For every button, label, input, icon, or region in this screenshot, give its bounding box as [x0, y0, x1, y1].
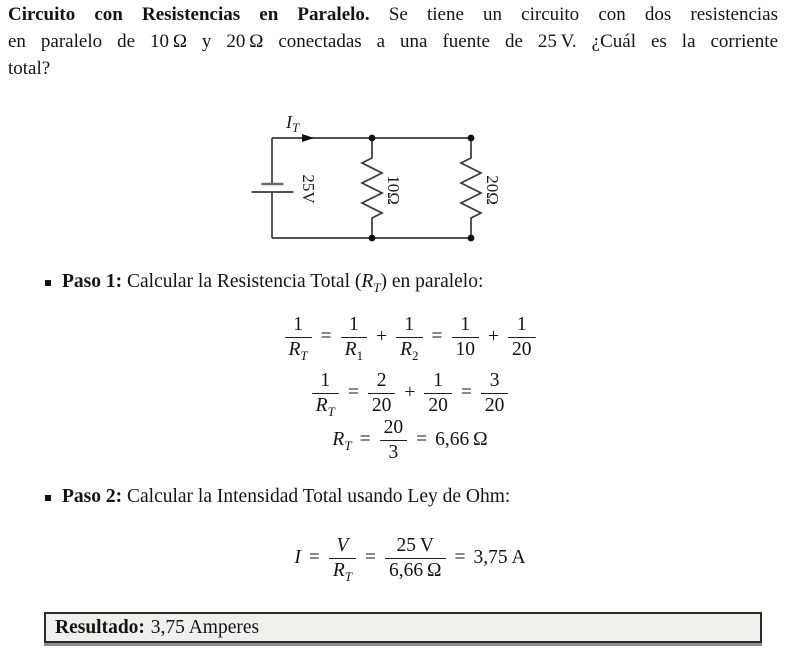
- denominator: [452, 337, 480, 362]
- math-run: [480, 326, 507, 348]
- math-text: 3: [388, 441, 399, 463]
- math-operator: =: [347, 382, 359, 403]
- math-fraction: [380, 416, 408, 465]
- current-sub: T: [292, 120, 300, 135]
- math-run: [357, 547, 384, 569]
- numerator: [341, 313, 367, 337]
- current-label: [285, 112, 300, 135]
- math-sub: T: [344, 568, 352, 584]
- math-fraction: [368, 369, 396, 418]
- math-operator: +: [488, 326, 499, 347]
- math-sub: T: [327, 403, 335, 419]
- denominator: [341, 337, 367, 362]
- math-run: [424, 326, 451, 348]
- math-text: 1: [293, 313, 303, 335]
- step-1-item: [45, 271, 483, 296]
- math-text: 20: [371, 394, 392, 416]
- math-text: 20: [428, 394, 448, 416]
- math-operator: =: [365, 547, 376, 568]
- denominator: [285, 337, 312, 362]
- numerator: [312, 369, 339, 393]
- math-run: [368, 326, 395, 348]
- statement-text-1: Se tiene un circuito con dos resistencias: [369, 4, 779, 25]
- math-operator: =: [431, 326, 443, 347]
- math-run: [389, 560, 442, 581]
- numerator: [285, 313, 312, 337]
- math-text: 2: [376, 369, 387, 391]
- math-operator: =: [460, 382, 472, 403]
- math-operator: =: [320, 326, 332, 347]
- step-2-label: Paso 2:: [62, 486, 123, 507]
- current-arrow-icon: [302, 134, 314, 142]
- math-run: [460, 314, 470, 335]
- resistor1-label: 10Ω: [384, 175, 403, 205]
- math-text: 6,66 Ω: [435, 429, 488, 450]
- resistor2-label: 20Ω: [483, 175, 502, 205]
- numerator: [452, 313, 480, 337]
- math-fraction: [285, 313, 312, 362]
- math-run: [485, 395, 505, 416]
- math-operator: =: [359, 429, 371, 450]
- numerator: [329, 534, 356, 558]
- math-text: 10: [455, 338, 475, 360]
- math-text: 1: [516, 313, 527, 335]
- bullet-square-icon: [45, 280, 51, 286]
- math-run: [315, 394, 335, 419]
- math-fraction: [385, 534, 446, 583]
- junction-dot: [468, 235, 475, 242]
- math-fraction: [424, 369, 452, 418]
- statement-line-2: en paralelo de 10 Ω y 20 Ω conectadas a una fuente de 25 V. ¿Cuál es la corriente: [8, 31, 778, 52]
- math-fraction: [481, 369, 509, 418]
- math-var: R: [344, 338, 357, 360]
- step-2-item: [45, 486, 510, 508]
- equation-3: [20, 414, 800, 466]
- denominator: [385, 558, 446, 583]
- math-run: [388, 442, 398, 463]
- step-1-post: ) en paralelo:: [380, 271, 484, 292]
- junction-dot: [369, 135, 376, 142]
- math-run: [349, 314, 359, 335]
- math-var: R: [400, 338, 412, 360]
- math-operator: =: [308, 547, 320, 568]
- math-run: [320, 370, 330, 391]
- math-text: 20: [383, 416, 404, 438]
- numerator: [385, 534, 446, 558]
- problem-title: Circuito con Resistencias en Paralelo.: [8, 4, 370, 25]
- math-run: [332, 429, 378, 451]
- math-text: 20: [484, 394, 505, 416]
- math-text: 1: [404, 313, 415, 335]
- step-1-text: [62, 271, 483, 296]
- math-var: R: [361, 271, 374, 292]
- math-operator: +: [376, 326, 388, 347]
- math-run: [456, 339, 476, 360]
- math-text: 25 V: [396, 534, 435, 556]
- math-run: [512, 339, 532, 360]
- math-text: 1: [348, 313, 359, 335]
- math-run: [377, 370, 387, 391]
- equation-1: [20, 311, 800, 363]
- numerator: [380, 416, 408, 440]
- math-run: [490, 370, 500, 391]
- junction-dot: [468, 135, 475, 142]
- step-2-text: [62, 486, 510, 508]
- math-fraction: [329, 534, 356, 583]
- math-sub: T: [300, 347, 308, 363]
- numerator: [424, 369, 452, 393]
- numerator: [508, 313, 536, 337]
- math-var: I: [294, 547, 301, 568]
- numerator: [396, 313, 422, 337]
- math-run: [372, 395, 392, 416]
- numerator: [368, 369, 396, 393]
- math-run: [400, 338, 419, 363]
- math-text: 1: [460, 313, 471, 335]
- result-label: Resultado:: [55, 617, 145, 638]
- math-fraction: [341, 313, 367, 362]
- statement-line-1: [8, 1, 778, 28]
- math-var: V: [336, 534, 349, 556]
- math-var: R: [315, 394, 328, 416]
- denominator: [396, 337, 422, 362]
- source-label: 25V: [299, 174, 318, 204]
- math-run: [340, 382, 367, 404]
- math-run: [428, 395, 448, 416]
- math-run: [336, 535, 348, 556]
- step-1-label: Paso 1:: [62, 271, 123, 292]
- math-var: R: [288, 338, 301, 360]
- junction-dot: [369, 235, 376, 242]
- math-operator: =: [416, 429, 428, 450]
- math-sub: T: [344, 437, 352, 453]
- math-run: [294, 547, 328, 569]
- denominator: [380, 440, 408, 465]
- math-fraction: [452, 313, 480, 362]
- math-run: [313, 326, 340, 348]
- math-text: 20: [512, 338, 532, 360]
- math-var: R: [332, 559, 345, 581]
- math-run: [332, 559, 352, 584]
- math-run: [408, 429, 488, 451]
- math-run: [288, 338, 308, 363]
- math-operator: +: [404, 382, 416, 403]
- math-text: 3: [489, 369, 500, 391]
- math-operator: =: [454, 547, 466, 568]
- math-fraction: [396, 313, 422, 362]
- math-run: [293, 314, 303, 335]
- math-sub: T: [373, 279, 381, 295]
- problem-statement: [8, 1, 778, 82]
- math-run: [384, 417, 404, 438]
- result-value: 3,75 Amperes: [150, 617, 260, 638]
- bullet-square-icon: [45, 495, 51, 501]
- denominator: [508, 337, 536, 362]
- circuit-diagram: [240, 103, 520, 253]
- math-run: [447, 547, 526, 569]
- math-text: 1: [433, 369, 443, 391]
- math-run: [433, 370, 443, 391]
- math-run: [397, 535, 435, 556]
- math-run: [453, 382, 480, 404]
- math-run: [396, 382, 423, 404]
- math-run: [344, 338, 364, 363]
- equation-4: [20, 531, 800, 585]
- statement-line-3: total?: [8, 58, 51, 79]
- math-text: 1: [320, 369, 331, 391]
- math-var: R: [332, 429, 345, 450]
- math-text: 6,66 Ω: [389, 559, 442, 581]
- step-1-pre: Calcular la Resistencia Total (: [122, 271, 362, 292]
- resistor-1: [362, 138, 382, 238]
- current-var: I: [286, 112, 292, 132]
- math-run: [404, 314, 414, 335]
- math-fraction: [312, 369, 339, 418]
- resistor-2: [461, 138, 481, 238]
- math-sub: 1: [356, 347, 364, 363]
- math-fraction: [508, 313, 536, 362]
- denominator: [329, 558, 356, 583]
- equation-2: [20, 367, 800, 419]
- math-run: [517, 314, 527, 335]
- numerator: [481, 369, 509, 393]
- step-2-pre: Calcular la Intensidad Total usando Ley de Ohm:: [122, 486, 511, 507]
- math-text: 3,75 A: [473, 547, 526, 568]
- result-box: [44, 612, 762, 643]
- math-sub: 2: [412, 347, 419, 363]
